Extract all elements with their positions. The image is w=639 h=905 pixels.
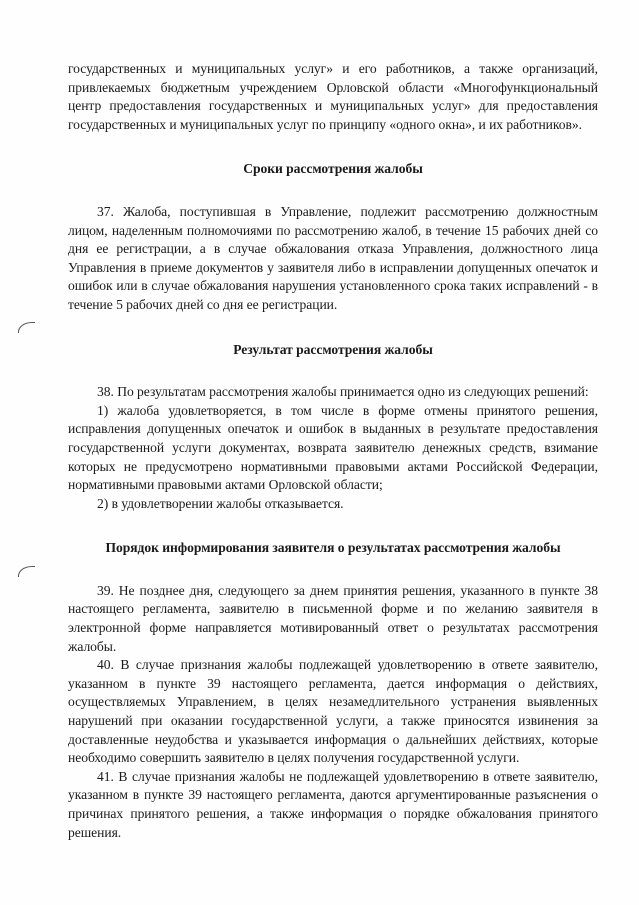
section-heading-notification-order: Порядок информирования заявителя о результатах рассмотрения жалобы: [105, 540, 561, 556]
paragraph-38: 38. По результатам рассмотрения жалобы принимается одно из следующих решений:: [97, 384, 589, 400]
hole-punch-mark: [18, 322, 35, 333]
intro-paragraph: государственных и муниципальных услуг» и его работников, а также организаций, привлекаемых бюджетным учреждением Орловской области «Многофункциональный центр предоставления государственных и муниципальных услуг» для предоставления государственных и муниципальных услуг по принципу «одного окна», и их работников».: [68, 61, 598, 132]
document-body: [68, 60, 598, 842]
paragraph-37: 37. Жалоба, поступившая в Управление, подлежит рассмотрению должностным лицом, наделенным полномочиями по рассмотрению жалоб, в течение 15 рабочих дней со дня ее регистрации, а в случае обжалования отказа Управления, должностного лица Управления в приеме документов у заявителя либо в исправлении допущенных опечаток и ошибок или в случае обжалования нарушения установленного срока таких исправлений - в течение 5 рабочих дней со дня ее регистрации.: [68, 203, 598, 312]
paragraph-40: 40. В случае признания жалобы подлежащей удовлетворению в ответе заявителю, указанном в пункте 39 настоящего регламента, дается информация о действиях, осуществляемых Управлением, в целях незамедлительного устранения выявленных нарушений при оказании государственной услуги, а также приносятся извинения за доставленные неудобства и указывается информация о дальнейших действиях, которые необходимо совершить заявителю в целях получения государственной услуги.: [68, 657, 598, 766]
list-item-1: 1) жалоба удовлетворяется, в том числе в форме отмены принятого решения, исправления допущенных опечаток и ошибок в выданных в результате предоставления государственной услуги документах, возврата заявителю денежных средств, взимание которых не предусмотрено нормативными правовыми актами Российской Федерации, нормативными правовыми актами Орловской области;: [68, 402, 598, 493]
hole-punch-mark: [18, 566, 35, 577]
list-item-2: 2) в удовлетворении жалобы отказывается.: [97, 495, 344, 511]
paragraph-41: 41. В случае признания жалобы не подлежащей удовлетворению в ответе заявителю, указанном в пункте 39 настоящего регламента, даются аргументированные разъяснения о причинах принятого решения, а также информация о порядке обжалования принятого решения.: [68, 768, 598, 840]
section-heading-review-terms: Сроки рассмотрения жалобы: [243, 161, 423, 177]
section-heading-review-result: Результат рассмотрения жалобы: [233, 341, 433, 357]
paragraph-39: 39. Не позднее дня, следующего за днем принятия решения, указанного в пункте 38 настоящего регламента, заявителю в письменной форме и по желанию заявителя в электронной форме направляется мотивированный ответ о результатах рассмотрения жалобы.: [68, 582, 598, 654]
